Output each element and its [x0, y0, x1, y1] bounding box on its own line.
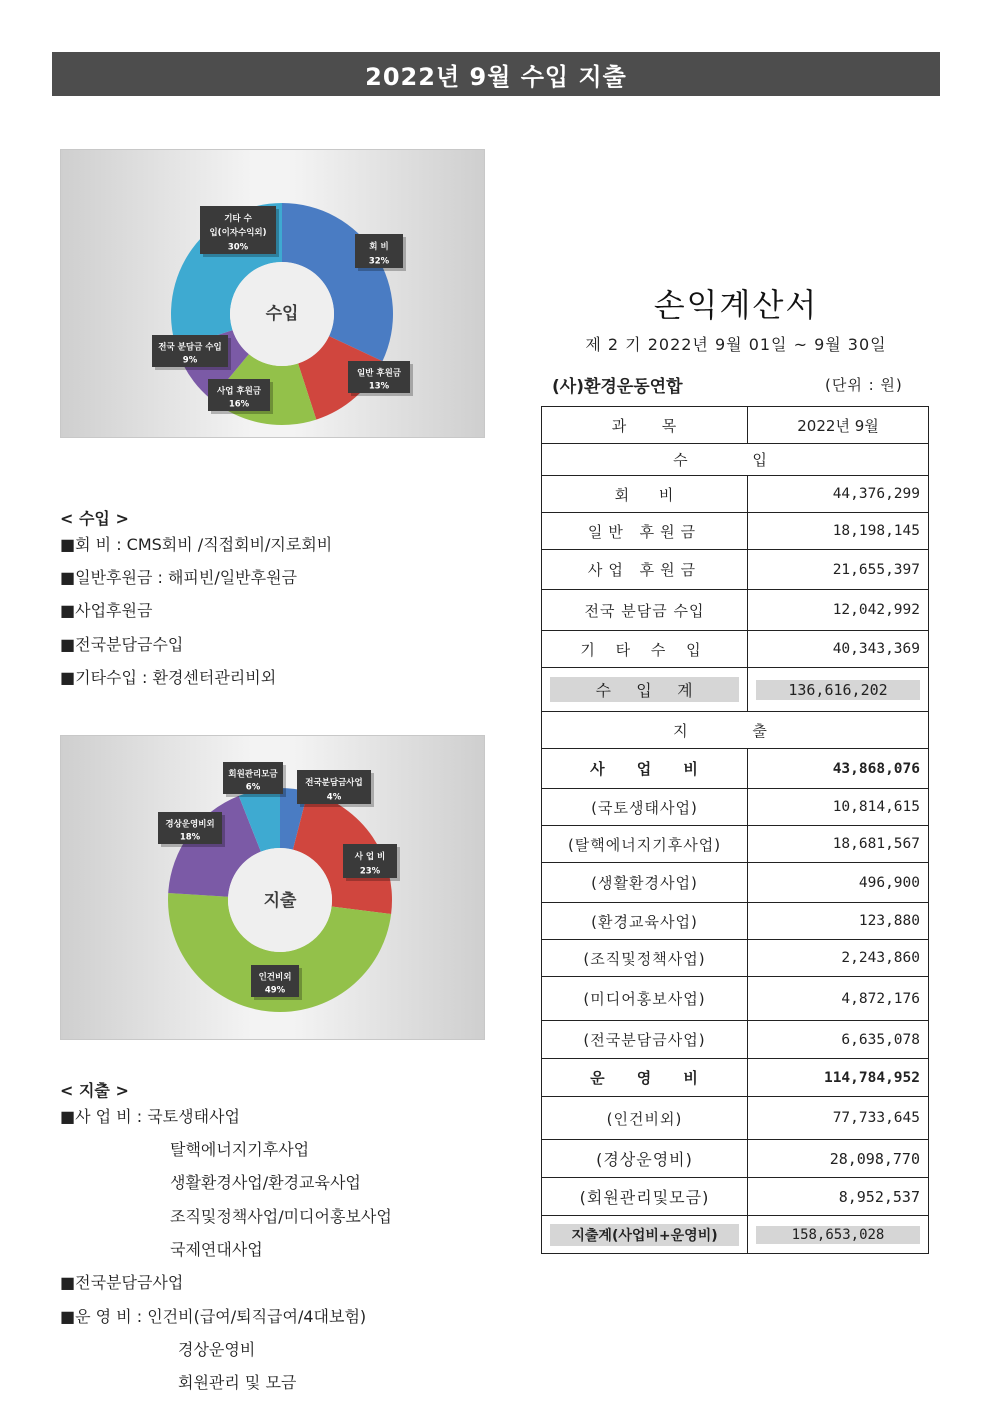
caption-name: 회 비 [369, 242, 389, 253]
expense-total-label: 지출계(사업비+운영비) [550, 1224, 739, 1246]
income-row-value: 18,198,145 [748, 513, 929, 550]
expense-note-line: 생활환경사업/환경교육사업 [170, 1173, 361, 1192]
slice-caption [158, 812, 225, 847]
slice-caption [152, 335, 231, 370]
caption-percent: 30% [227, 242, 249, 253]
expense-total-value: 158,653,028 [756, 1226, 920, 1244]
expense-note-line: ■운 영 비 : 인건비(급여/퇴직급여/4대보험) [60, 1307, 367, 1326]
caption-name: 전국 분담금 수입 [158, 342, 222, 353]
income-notes-header: < 수입 > [60, 509, 129, 528]
expense-chart [60, 735, 485, 1040]
slice-caption [200, 206, 279, 257]
income-section-header: 수 입 [542, 444, 929, 476]
income-center-label: 수입 [265, 304, 299, 324]
operating-row-label: (인건비외) [542, 1097, 748, 1140]
income-row-value: 12,042,992 [748, 590, 929, 631]
caption-percent: 23% [359, 866, 381, 877]
income-total-value-cell [748, 668, 929, 712]
expense-section-header: 지 출 [542, 712, 929, 749]
caption-name: 사업 후원금 [216, 386, 262, 397]
business-row-value: 4,872,176 [748, 977, 929, 1021]
statement-unit: (단위 : 원) [825, 376, 903, 394]
business-row-value: 6,635,078 [748, 1021, 929, 1059]
page-title: 2022년 9월 수입 지출 [52, 52, 940, 96]
operating-row-value: 77,733,645 [748, 1097, 929, 1140]
expense-note-line: 회원관리 및 모금 [178, 1373, 297, 1392]
income-row-label: 사업 후원금 [542, 550, 748, 590]
income-total-cell [542, 668, 748, 712]
slice-caption [251, 965, 302, 1000]
income-row-label: 기 타 수 입 [542, 631, 748, 668]
caption-name: 인건비외 [258, 972, 292, 983]
slice-caption [297, 770, 374, 807]
caption-name: 경상운영비외 [165, 819, 215, 830]
slice-caption [343, 844, 400, 881]
caption-name: 회원관리모금 [228, 769, 278, 780]
income-note-line: ■전국분담금수입 [60, 635, 184, 654]
statement-org: (사)환경운동연합 [552, 377, 683, 397]
expense-note-line: 조직및정책사업/미디어홍보사업 [170, 1207, 392, 1226]
business-row-label: (조직및정책사업) [542, 940, 748, 977]
expense-center-label: 지출 [263, 891, 297, 911]
business-row-label: (전국분담금사업) [542, 1021, 748, 1059]
expense-notes-header: < 지출 > [60, 1081, 129, 1100]
business-row-value: 496,900 [748, 863, 929, 903]
caption-name: 사 업 비 [354, 852, 386, 863]
income-row-value: 44,376,299 [748, 476, 929, 513]
expense-total-value-cell [748, 1216, 929, 1254]
business-row-value: 2,243,860 [748, 940, 929, 977]
business-row-label: (생활환경사업) [542, 863, 748, 903]
business-row-value: 123,880 [748, 903, 929, 940]
caption-percent: 9% [182, 355, 198, 366]
income-total-value: 136,616,202 [756, 680, 920, 700]
business-row-label: (환경교육사업) [542, 903, 748, 940]
income-row-label: 전국 분담금 수입 [542, 590, 748, 631]
caption-percent: 49% [264, 985, 286, 996]
income-note-line: ■회 비 : CMS회비 /직접회비/지로회비 [60, 535, 333, 554]
statement-period: 제 2 기 2022년 9월 01일 ~ 9월 30일 [585, 335, 887, 354]
caption-percent: 6% [245, 782, 261, 793]
slice-caption [355, 234, 406, 271]
caption-name: 입(이자수익외) [209, 228, 267, 239]
caption-percent: 4% [326, 792, 342, 803]
expense-note-line: 국제연대사업 [170, 1240, 263, 1259]
expense-total-cell [542, 1216, 748, 1254]
income-row-value: 40,343,369 [748, 631, 929, 668]
operating-expense-value: 114,784,952 [748, 1059, 929, 1097]
caption-percent: 32% [368, 256, 390, 267]
business-expense-label: 사 업 비 [542, 749, 748, 789]
income-donut [61, 150, 484, 437]
income-note-line: ■사업후원금 [60, 601, 153, 620]
income-row-label: 일반 후원금 [542, 513, 748, 550]
operating-expense-label: 운 영 비 [542, 1059, 748, 1097]
income-total-label: 수 입 계 [550, 677, 739, 702]
operating-row-value: 28,098,770 [748, 1140, 929, 1178]
business-row-value: 18,681,567 [748, 826, 929, 863]
caption-percent: 18% [179, 832, 201, 843]
expense-note-line: 탈핵에너지기후사업 [170, 1140, 310, 1159]
caption-name: 일반 후원금 [356, 368, 402, 379]
income-row-value: 21,655,397 [748, 550, 929, 590]
caption-percent: 16% [228, 399, 250, 410]
caption-percent: 13% [368, 381, 390, 392]
operating-row-label: (경상운영비) [542, 1140, 748, 1178]
statement-title: 손익계산서 [653, 286, 819, 324]
expense-note-line: ■전국분담금사업 [60, 1273, 184, 1292]
operating-row-value: 8,952,537 [748, 1178, 929, 1216]
expense-note-line: ■사 업 비 : 국토생태사업 [60, 1107, 240, 1126]
income-note-line: ■일반후원금 : 해피빈/일반후원금 [60, 568, 297, 587]
income-row-label: 회 비 [542, 476, 748, 513]
income-statement-table [541, 406, 929, 1254]
col-header-item: 과 목 [542, 407, 748, 444]
business-row-label: (탈핵에너지기후사업) [542, 826, 748, 863]
income-chart [60, 149, 485, 438]
expense-note-line: 경상운영비 [178, 1340, 256, 1359]
business-row-value: 10,814,615 [748, 789, 929, 826]
business-expense-value: 43,868,076 [748, 749, 929, 789]
slice-caption [223, 762, 286, 797]
slice-caption [208, 379, 273, 414]
caption-name: 전국분담금사업 [305, 778, 363, 789]
operating-row-label: (회원관리및모금) [542, 1178, 748, 1216]
caption-name: 기타 수 [224, 214, 252, 225]
business-row-label: (국토생태사업) [542, 789, 748, 826]
col-header-period: 2022년 9월 [748, 407, 929, 444]
income-note-line: ■기타수입 : 환경센터관리비외 [60, 668, 277, 687]
expense-donut [61, 736, 484, 1039]
business-row-label: (미디어홍보사업) [542, 977, 748, 1021]
slice-caption [348, 361, 413, 396]
